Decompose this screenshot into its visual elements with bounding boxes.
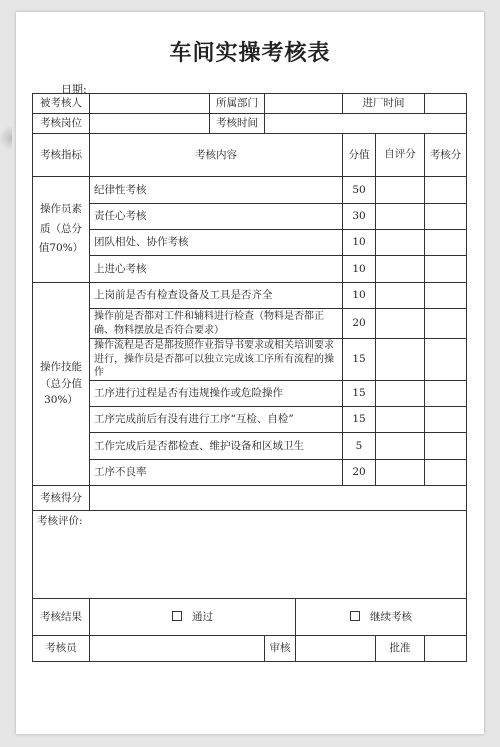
review-label: 审核: [265, 636, 296, 662]
table-row: [33, 433, 467, 460]
evaluation-row: [33, 511, 467, 599]
self-eval-cell[interactable]: [376, 204, 425, 230]
item-score: 20: [343, 309, 376, 339]
exam-score-cell[interactable]: [425, 204, 467, 230]
table-row: [33, 407, 467, 433]
item-content: 团队相处、协作考核: [90, 230, 343, 256]
item-score: 15: [343, 381, 376, 407]
column-header-row: [33, 134, 467, 177]
header-row-2: [33, 114, 467, 134]
table-row: [33, 460, 467, 486]
post-value[interactable]: [90, 114, 210, 134]
exam-score-cell[interactable]: [425, 460, 467, 486]
department-value[interactable]: [265, 94, 343, 114]
exam-score-cell[interactable]: [425, 256, 467, 283]
pass-label: 通过: [192, 610, 213, 623]
pass-option[interactable]: [90, 599, 296, 636]
table-row: [33, 309, 467, 339]
continue-checkbox[interactable]: [350, 611, 360, 621]
item-content: 纪律性考核: [90, 177, 343, 204]
form-sheet: [16, 12, 484, 734]
entry-time-value[interactable]: [425, 94, 467, 114]
exam-time-value[interactable]: [265, 114, 467, 134]
item-content: 工序进行过程是否有违规操作或危险操作: [90, 381, 343, 407]
total-score-label: 考核得分: [33, 486, 90, 511]
exam-time-label: 考核时间: [210, 114, 265, 134]
self-eval-cell[interactable]: [376, 309, 425, 339]
item-score: 15: [343, 407, 376, 433]
evaluation-label: 考核评价:: [37, 515, 83, 527]
department-label: 所属部门: [210, 94, 265, 114]
item-score: 10: [343, 230, 376, 256]
col-exam-score: 考核分: [425, 134, 467, 177]
post-label: 考核岗位: [33, 114, 90, 134]
exam-score-cell[interactable]: [425, 309, 467, 339]
review-value[interactable]: [296, 636, 376, 662]
table-row: [33, 283, 467, 309]
result-label: 考核结果: [33, 599, 90, 636]
page-curl-shadow: [0, 124, 12, 152]
item-content: 工作完成后是否都检查、维护设备和区域卫生: [90, 433, 343, 460]
self-eval-cell[interactable]: [376, 460, 425, 486]
self-eval-cell[interactable]: [376, 256, 425, 283]
approve-value[interactable]: [425, 636, 467, 662]
item-content: 操作流程是否是都按照作业指导书要求或相关培训要求进行，操作员是否都可以独立完成该工序所有流程的操作: [90, 339, 343, 381]
item-content: 操作前是否都对工件和辅料进行检查（物料是否都正确、物料摆放是否符合要求）: [90, 309, 343, 339]
col-indicator: 考核指标: [33, 134, 90, 177]
table-row: [33, 204, 467, 230]
self-eval-cell[interactable]: [376, 339, 425, 381]
header-row-1: [33, 94, 467, 114]
item-content: 工序不良率: [90, 460, 343, 486]
col-content: 考核内容: [90, 134, 343, 177]
approve-label: 批准: [376, 636, 425, 662]
examiner-label: 考核员: [33, 636, 90, 662]
table-row: [33, 381, 467, 407]
item-content: 责任心考核: [90, 204, 343, 230]
exam-score-cell[interactable]: [425, 339, 467, 381]
item-score: 5: [343, 433, 376, 460]
pass-checkbox[interactable]: [172, 611, 182, 621]
item-score: 20: [343, 460, 376, 486]
exam-score-cell[interactable]: [425, 433, 467, 460]
total-score-value[interactable]: [90, 486, 467, 511]
table-row: [33, 339, 467, 381]
self-eval-cell[interactable]: [376, 230, 425, 256]
evaluation-field[interactable]: [33, 511, 467, 599]
item-content: 上进心考核: [90, 256, 343, 283]
date-label: 日期:: [61, 83, 87, 96]
assessment-table: [32, 93, 467, 662]
result-row: [33, 599, 467, 636]
self-eval-cell[interactable]: [376, 433, 425, 460]
group-name: 操作技能（总分值30%）: [33, 283, 90, 486]
item-score: 15: [343, 339, 376, 381]
exam-score-cell[interactable]: [425, 381, 467, 407]
col-score: 分值: [343, 134, 376, 177]
examinee-label: 被考核人: [33, 94, 90, 114]
total-score-row: [33, 486, 467, 511]
item-content: 上岗前是否有检查设备及工具是否齐全: [90, 283, 343, 309]
self-eval-cell[interactable]: [376, 381, 425, 407]
item-score: 50: [343, 177, 376, 204]
table-row: [33, 256, 467, 283]
item-score: 30: [343, 204, 376, 230]
self-eval-cell[interactable]: [376, 407, 425, 433]
self-eval-cell[interactable]: [376, 177, 425, 204]
group-name: 操作员素质（总分值70%）: [33, 177, 90, 283]
col-self-eval: 自评分: [376, 134, 425, 177]
signature-row: [33, 636, 467, 662]
continue-option[interactable]: [296, 599, 467, 636]
examiner-value[interactable]: [90, 636, 265, 662]
exam-score-cell[interactable]: [425, 407, 467, 433]
item-score: 10: [343, 256, 376, 283]
item-score: 10: [343, 283, 376, 309]
continue-label: 继续考核: [370, 610, 412, 623]
entry-time-label: 进厂时间: [343, 94, 425, 114]
item-content: 工序完成前后有没有进行工序“互检、自检”: [90, 407, 343, 433]
table-row: [33, 177, 467, 204]
table-row: [33, 230, 467, 256]
exam-score-cell[interactable]: [425, 177, 467, 204]
self-eval-cell[interactable]: [376, 283, 425, 309]
exam-score-cell[interactable]: [425, 283, 467, 309]
exam-score-cell[interactable]: [425, 230, 467, 256]
form-title: 车间实操考核表: [169, 41, 331, 66]
examinee-value[interactable]: [90, 94, 210, 114]
